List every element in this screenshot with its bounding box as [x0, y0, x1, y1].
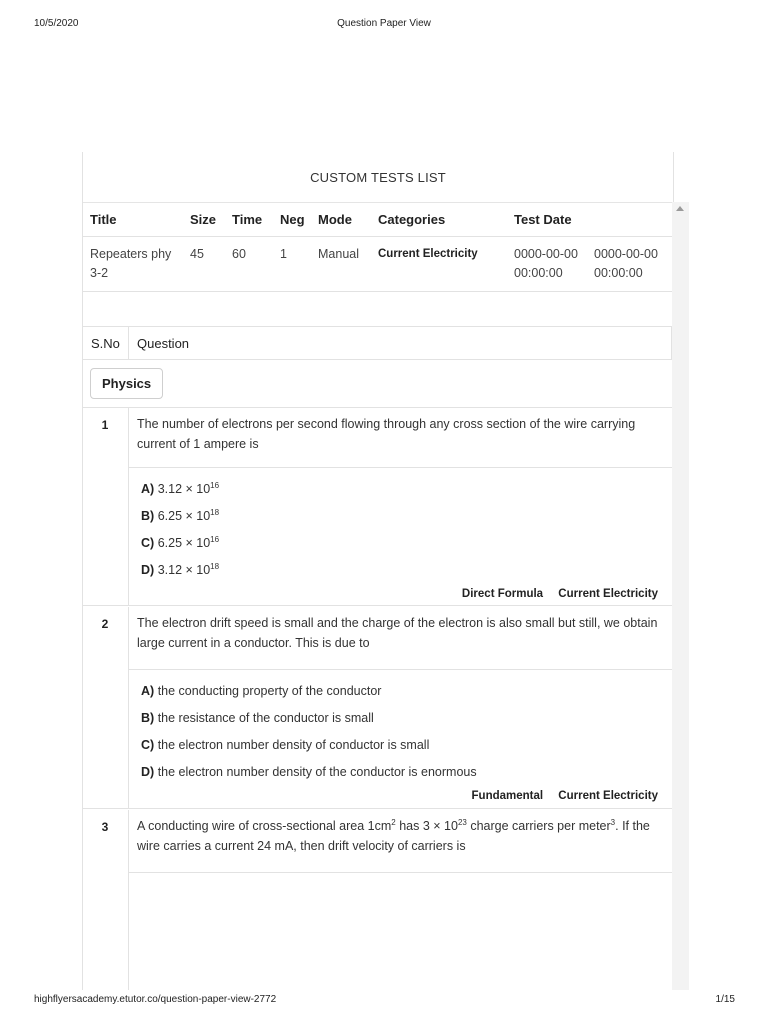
- col-mode: Mode: [310, 202, 370, 237]
- question-body: [128, 408, 672, 606]
- page-number: 1/15: [715, 994, 735, 1005]
- test-table: [82, 202, 672, 292]
- tag-category: Current Electricity: [558, 588, 658, 600]
- col-categories: Categories: [370, 202, 506, 237]
- options-list: [129, 670, 672, 786]
- tag-type: Fundamental: [471, 790, 544, 802]
- question-3: [82, 810, 672, 990]
- col-sno: S.No: [83, 327, 129, 359]
- print-footer: [0, 994, 768, 1024]
- question-1: [82, 408, 672, 606]
- subject-row: [82, 360, 672, 408]
- col-size: Size: [182, 202, 224, 237]
- test-date-end: 0000-00-00 00:00:00: [586, 237, 672, 292]
- test-date-start: 0000-00-00 00:00:00: [506, 237, 586, 292]
- question-table-header: [82, 326, 672, 360]
- row-divider: [82, 808, 672, 809]
- col-neg: Neg: [272, 202, 310, 237]
- tag-category: Current Electricity: [558, 790, 658, 802]
- options-list: [129, 468, 672, 584]
- question-body: [128, 607, 672, 809]
- option-b[interactable]: B) $6.25 \times 10^{18}$: [141, 507, 220, 523]
- question-number: 3: [101, 820, 109, 834]
- test-time: 60: [224, 237, 272, 292]
- question-tags: [129, 584, 672, 606]
- option-c[interactable]: C) the electron number density of conductor is small: [141, 738, 430, 752]
- table-row: [82, 237, 672, 292]
- option-d[interactable]: D) the electron number density of the conductor is enormous: [141, 765, 477, 779]
- test-mode: Manual: [310, 237, 370, 292]
- test-size: 45: [182, 237, 224, 292]
- option-a[interactable]: A) $3.12 \times 10^{16}$: [141, 480, 220, 496]
- option-b[interactable]: B) the resistance of the conductor is small: [141, 711, 374, 725]
- question-text: The electron drift speed is small and the charge of the electron is also small but still, we obtain large current in a conductor. This is due to: [129, 607, 672, 670]
- scroll-up-arrow-icon[interactable]: [676, 206, 684, 211]
- option-a[interactable]: A) the conducting property of the conductor: [141, 684, 382, 698]
- print-date: 10/5/2020: [34, 18, 79, 29]
- col-title: Title: [82, 202, 182, 237]
- col-test-date: Test Date: [506, 202, 586, 237]
- question-text: A conducting wire of cross-sectional area $1cm^2$ has $3 \times 10^{23}$ charge carriers per meter$^3$. If the wire carries a current 24 mA, then drift velocity of carriers is: [129, 810, 672, 873]
- option-d[interactable]: D) $3.12 \times 10^{18}$: [141, 561, 220, 577]
- col-test-date-end: [586, 202, 672, 237]
- tag-type: Direct Formula: [461, 588, 544, 600]
- question-tags: [129, 786, 672, 808]
- question-2: [82, 607, 672, 809]
- test-table-header: [82, 202, 672, 237]
- question-number: 2: [101, 617, 109, 631]
- custom-tests-list-title: CUSTOM TESTS LIST: [83, 152, 673, 203]
- question-body: [128, 810, 672, 990]
- option-c[interactable]: C) $6.25 \times 10^{16}$: [141, 534, 220, 550]
- page-url: highflyersacademy.etutor.co/question-paper-view-2772: [34, 994, 277, 1005]
- test-neg: 1: [272, 237, 310, 292]
- col-question: Question: [137, 335, 190, 351]
- scrollbar[interactable]: [672, 202, 689, 990]
- question-number: 1: [101, 418, 109, 432]
- test-title: Repeaters phy 3-2: [82, 237, 182, 292]
- subject-physics-button[interactable]: Physics: [90, 368, 163, 399]
- print-header: [0, 0, 768, 50]
- test-category: Current Electricity: [370, 237, 506, 292]
- col-time: Time: [224, 202, 272, 237]
- print-title: Question Paper View: [337, 18, 431, 29]
- question-text: The number of electrons per second flowing through any cross section of the wire carrying current of 1 ampere is: [129, 408, 672, 468]
- row-divider: [82, 605, 672, 606]
